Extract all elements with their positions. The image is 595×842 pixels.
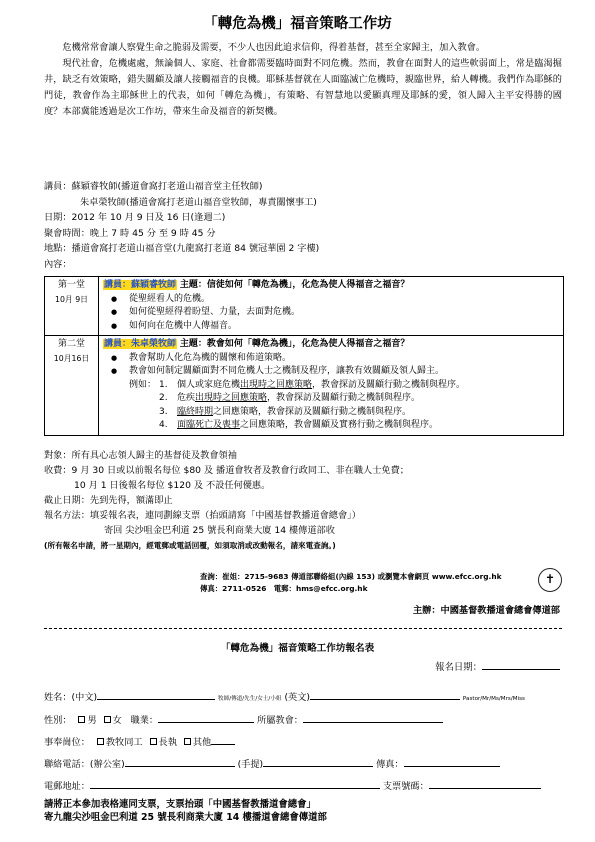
form-date-row [0,660,560,675]
fax-field[interactable] [404,757,500,767]
title-options: 牧師/傳道/先生/女士/小姐 [218,696,282,702]
list-item: ● 教會如何制定關顧面對不同危機人士之機制及程序，讓教有效關顧及領人歸主。 [103,365,559,379]
page-title: 「轉危為機」福音策略工作坊 [203,16,392,32]
list-item: ● 如何向在危機中人傳福音。 [103,320,559,334]
office-phone-label: 聯絡電話：(辦公室) [44,759,125,770]
example-item [103,379,559,393]
intro-section [44,40,562,120]
email-field[interactable] [90,779,380,789]
example-detail: ，教會探訪及關顧行動之機制與程序。 [312,379,466,390]
session-theme: 主題：信徒如何「轉危為機」，化危為使人得福音之福音？ [179,280,410,290]
footer-line: 請將正本參加表格連同支票，支票抬頭「中國基督教播道會總會」 [44,799,316,810]
form-name-row [44,690,564,704]
role-pastor-checkbox[interactable] [97,738,104,745]
registration-info [44,448,564,553]
session-label: 第一堂 [57,280,85,290]
session-label-cell [45,336,99,436]
mobile-label: (手提) [237,759,264,770]
example-detail: ，教會探訪及關顧行動之機制與程序。 [267,393,421,403]
gender-label: 性別： [44,715,72,726]
fee-line: 10 月 1 日後報名每位 $120 及 不設任何優惠。 [74,480,271,491]
target-line: 對象：所有具心志領人歸主的基督徒及教會領袖 [44,450,237,461]
example-topic: 臨終時期 [177,406,214,417]
date-line: 日期：2012 年 10 月 9 日及 16 日(逢週二) [44,212,226,223]
form-date-field[interactable] [482,660,560,670]
session-speaker: 講員：蘇穎睿牧師 [104,280,177,290]
venue-line: 地點：播道會窩打老道山福音堂(九龍窩打老道 84 號冠華園 2 字樓) [44,243,320,254]
title-options-en: Pastor/Mr/Ms/Mrs/Miss [462,696,525,702]
example-topic: 危疾 [177,393,196,403]
office-phone-field[interactable] [125,757,235,767]
form-email-row [44,779,564,793]
speaker-line: 朱卓榮牧師(播道會窩打老道山福音堂牧師，專責關懷事工) [80,196,317,208]
example-label: 例如： [129,379,157,390]
role-other-checkbox[interactable] [184,738,191,745]
church-label: 所屬教會： [257,715,303,726]
example-detail: ，教會探訪及關顧行動之機制與程序。 [258,406,412,417]
list-item: ● 如何從聖經得着盼望、力量，去面對危機。 [103,306,559,320]
session-content-cell [99,277,564,336]
time-line: 聚會時間：晚上 7 時 45 分 至 9 時 45 分 [44,227,216,239]
role-pastor-label: 教牧同工 [105,737,143,748]
session-label-cell [45,277,99,336]
female-checkbox[interactable] [104,716,111,723]
example-number: 2. [159,393,168,403]
name-en-label: (英文) [284,692,310,703]
example-topic: 面臨死亡及喪事 [177,420,241,430]
session-bullets [103,352,559,379]
name-english-field[interactable] [310,690,460,700]
example-item [103,406,559,420]
intro-paragraph: 現代社會，危機處處，無論個人、家庭、社會都需要臨時面對不同危機。然而，教會在面對人的這些軟弱面上，常是臨渴掘井，缺乏有效策略，錯失關顧及讓人接觸福音的良機。耶穌基督就在人面臨滅亡危機時，親臨世界，給人轉機。我們作為耶穌的門徒，教會作為主耶穌世上的代表，如何「轉危為機」，有策略、有智慧地以愛顯真理及耶穌的愛，領人歸入主平安得勝的國度？本部冀能透過是次工作坊，帶來生命及福音的新契機。 [44,58,562,117]
organizer-line: 主辦：中國基督教播道會總會傳道部 [413,605,560,616]
occupation-label: 職業： [130,715,159,726]
example-number: 3. [159,406,168,417]
example-item [103,419,559,433]
list-item: ● 從聖經看人的危機。 [103,293,559,307]
fee-line: 收費：9 月 30 日或以前報名每位 $80 及 播道會牧者及教會行政同工、非在職人士免費； [44,465,409,476]
intro-paragraph: 危機常常會讓人察覺生命之脆弱及需要，不少人也因此追求信仰，得着基督，甚至全家歸主，加入教會。 [62,42,486,53]
method-line: 寄回 尖沙咀金巴利道 25 號長利商業大廈 14 樓傳道部收 [104,525,335,536]
session-label: 第二堂 [57,339,85,349]
method-line: 報名方法：填妥報名表，連同劃線支票（抬頭請寫「中國基督教播道會總會」） [44,510,361,521]
example-number: 4. [159,420,168,430]
enquiry-line: 查詢：崔姐：2715-9683 傳道部聯絡組(內線 153) 或瀏覽本會網頁 www.efcc.org.hk [200,572,502,581]
mobile-field[interactable] [263,757,373,767]
female-label: 女 [112,715,122,726]
form-date-label: 報名日期： [435,662,482,673]
example-emphasis: 出現時之回應策略 [240,379,313,390]
form-title: 「轉危為機」福音策略工作坊報名表 [220,643,375,654]
deadline-line: 截止日期：先到先得，額滿即止 [44,495,173,506]
form-footer [44,798,327,824]
note-line: (所有報名申請，將一星期內，經電郵或電話回覆，如須取消或改動報名，請來電查詢。) [44,541,336,550]
male-checkbox[interactable] [78,716,85,723]
speaker-line: 講員：蘇穎睿牧師(播道會窩打老道山福音堂主任牧師) [44,181,263,192]
cheque-field[interactable] [429,779,541,789]
session-content-cell [99,336,564,436]
occupation-field[interactable] [158,713,254,723]
footer-line: 寄九龍尖沙咀金巴利道 25 號長利商業大廈 14 樓播道會總會傳道部 [44,812,327,823]
role-other-field[interactable] [211,735,235,745]
fax-label: 傳真： [376,759,404,770]
session-date: 10月 9日 [55,294,88,304]
name-label: 姓名：(中文) [44,692,98,703]
table-row [45,336,564,436]
email-label: 電郵地址： [44,781,90,792]
table-row [45,277,564,336]
cheque-label: 支票號碼： [382,781,429,792]
session-date: 10月16日 [53,353,90,363]
example-emphasis: 之回應策略 [240,420,286,430]
male-label: 男 [87,715,97,726]
form-role-row [44,735,564,749]
fax-email-line: 傳真：2711-0526 電郵：hms@efcc.org.hk [200,584,368,593]
name-chinese-field[interactable] [97,690,215,700]
example-emphasis: 出現時之回應策略 [195,393,268,403]
schedule-table [44,276,564,436]
role-other-label: 其他 [192,737,212,748]
example-detail: ，教會關顧及實務行動之機制與程序。 [285,420,439,430]
list-item: ● 教會幫助人化危為機的關懷和佈道策略。 [103,352,559,366]
session-speaker: 講員：朱卓榮牧師 [104,339,177,349]
contact-info [200,571,560,595]
example-item [103,392,559,406]
organization-logo-icon: ✝ [538,568,562,592]
example-number: 1. [159,379,168,390]
form-gender-row [44,713,564,727]
role-deacon-label: 長執 [158,737,177,748]
content-heading: 內容： [44,258,72,270]
role-deacon-checkbox[interactable] [150,738,157,745]
session-theme: 主題：教會如何「轉危為機」，化危為使人得福音之福音？ [179,339,410,349]
church-field[interactable] [303,713,443,723]
event-details [44,179,562,272]
example-emphasis: 之回應策略 [213,406,259,417]
form-phone-row [44,757,564,771]
session-bullets [103,293,559,334]
cut-line-divider [44,628,562,629]
role-label: 事奉崗位： [44,737,90,748]
example-topic: 個人或家庭危機 [177,379,241,390]
